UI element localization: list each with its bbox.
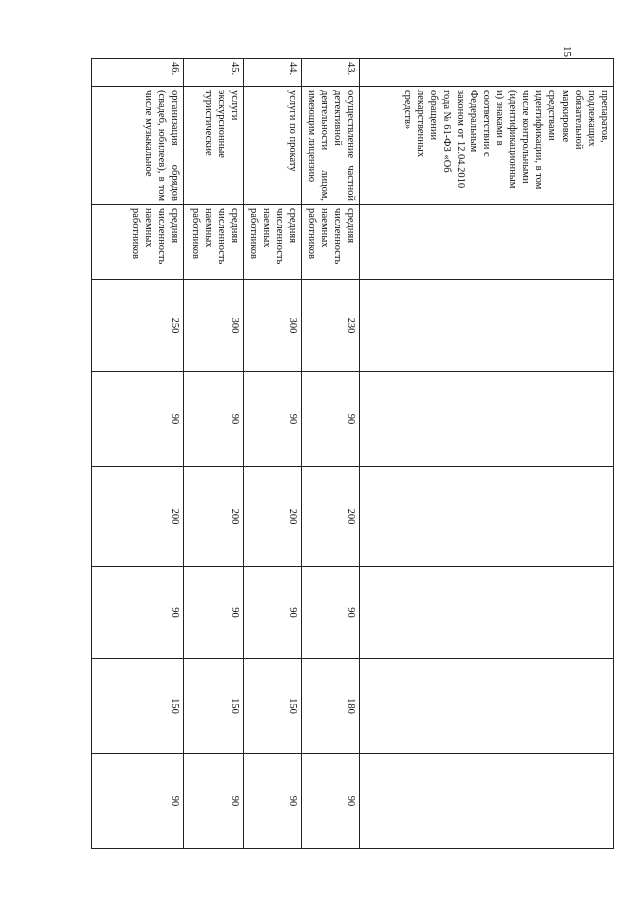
table-row-continuation [360,59,614,849]
row-number: 43. [302,59,360,87]
table-row [302,59,360,849]
value-cell-3: 200 [302,467,360,567]
rotated-table-container [94,58,614,848]
value-cell-5: 150 [184,659,244,754]
indicator-cell [360,205,614,280]
value-cell-4: 90 [244,567,302,659]
activity-cell: организация обрядов (свадеб, юбилеев), в том числе музыкальное [92,87,184,205]
value-cell-2 [360,372,614,467]
value-cell-6: 90 [92,754,184,849]
value-cell-6: 90 [184,754,244,849]
value-cell-2: 90 [302,372,360,467]
value-cell-2: 90 [92,372,184,467]
tariff-table [92,58,615,849]
value-cell-3: 200 [92,467,184,567]
value-cell-4: 90 [302,567,360,659]
value-cell-2: 90 [244,372,302,467]
value-cell-5: 150 [92,659,184,754]
value-cell-3 [360,467,614,567]
value-cell-4: 90 [92,567,184,659]
value-cell-2: 90 [184,372,244,467]
value-cell-3: 200 [184,467,244,567]
value-cell-1: 300 [184,280,244,372]
value-cell-5: 180 [302,659,360,754]
activity-cell: услуги по прокату [244,87,302,205]
value-cell-1: 250 [92,280,184,372]
value-cell-6: 90 [244,754,302,849]
value-cell-5: 150 [244,659,302,754]
row-number: 45. [184,59,244,87]
value-cell-5 [360,659,614,754]
indicator-cell: средняя численность наемных работников [244,205,302,280]
value-cell-4 [360,567,614,659]
row-number: 46. [92,59,184,87]
value-cell-6: 90 [302,754,360,849]
value-cell-4: 90 [184,567,244,659]
value-cell-1 [360,280,614,372]
indicator-cell: средняя численность наемных работников [184,205,244,280]
activity-cell: препаратов, подлежащих обязательной маркировке средствами идентификации, в том числе контрольными (идентификационным и) знаками в соответствии с Федеральным законом от 12.04.2010 года № 61-ФЗ «Об обращении лекарственных средств» [360,87,614,205]
table-row [244,59,302,849]
value-cell-3: 200 [244,467,302,567]
row-number [360,59,614,87]
activity-cell: услуги экскурсионные туристические [184,87,244,205]
indicator-cell: средняя численность наемных работников [302,205,360,280]
value-cell-1: 230 [302,280,360,372]
indicator-cell: средняя численность наемных работников [92,205,184,280]
activity-cell: осуществление частной детективной деятельности лицом, имеющим лицензию [302,87,360,205]
table-row [184,59,244,849]
table-row [92,59,184,849]
value-cell-6 [360,754,614,849]
value-cell-1: 300 [244,280,302,372]
page-number: 15 [561,46,573,57]
row-number: 44. [244,59,302,87]
